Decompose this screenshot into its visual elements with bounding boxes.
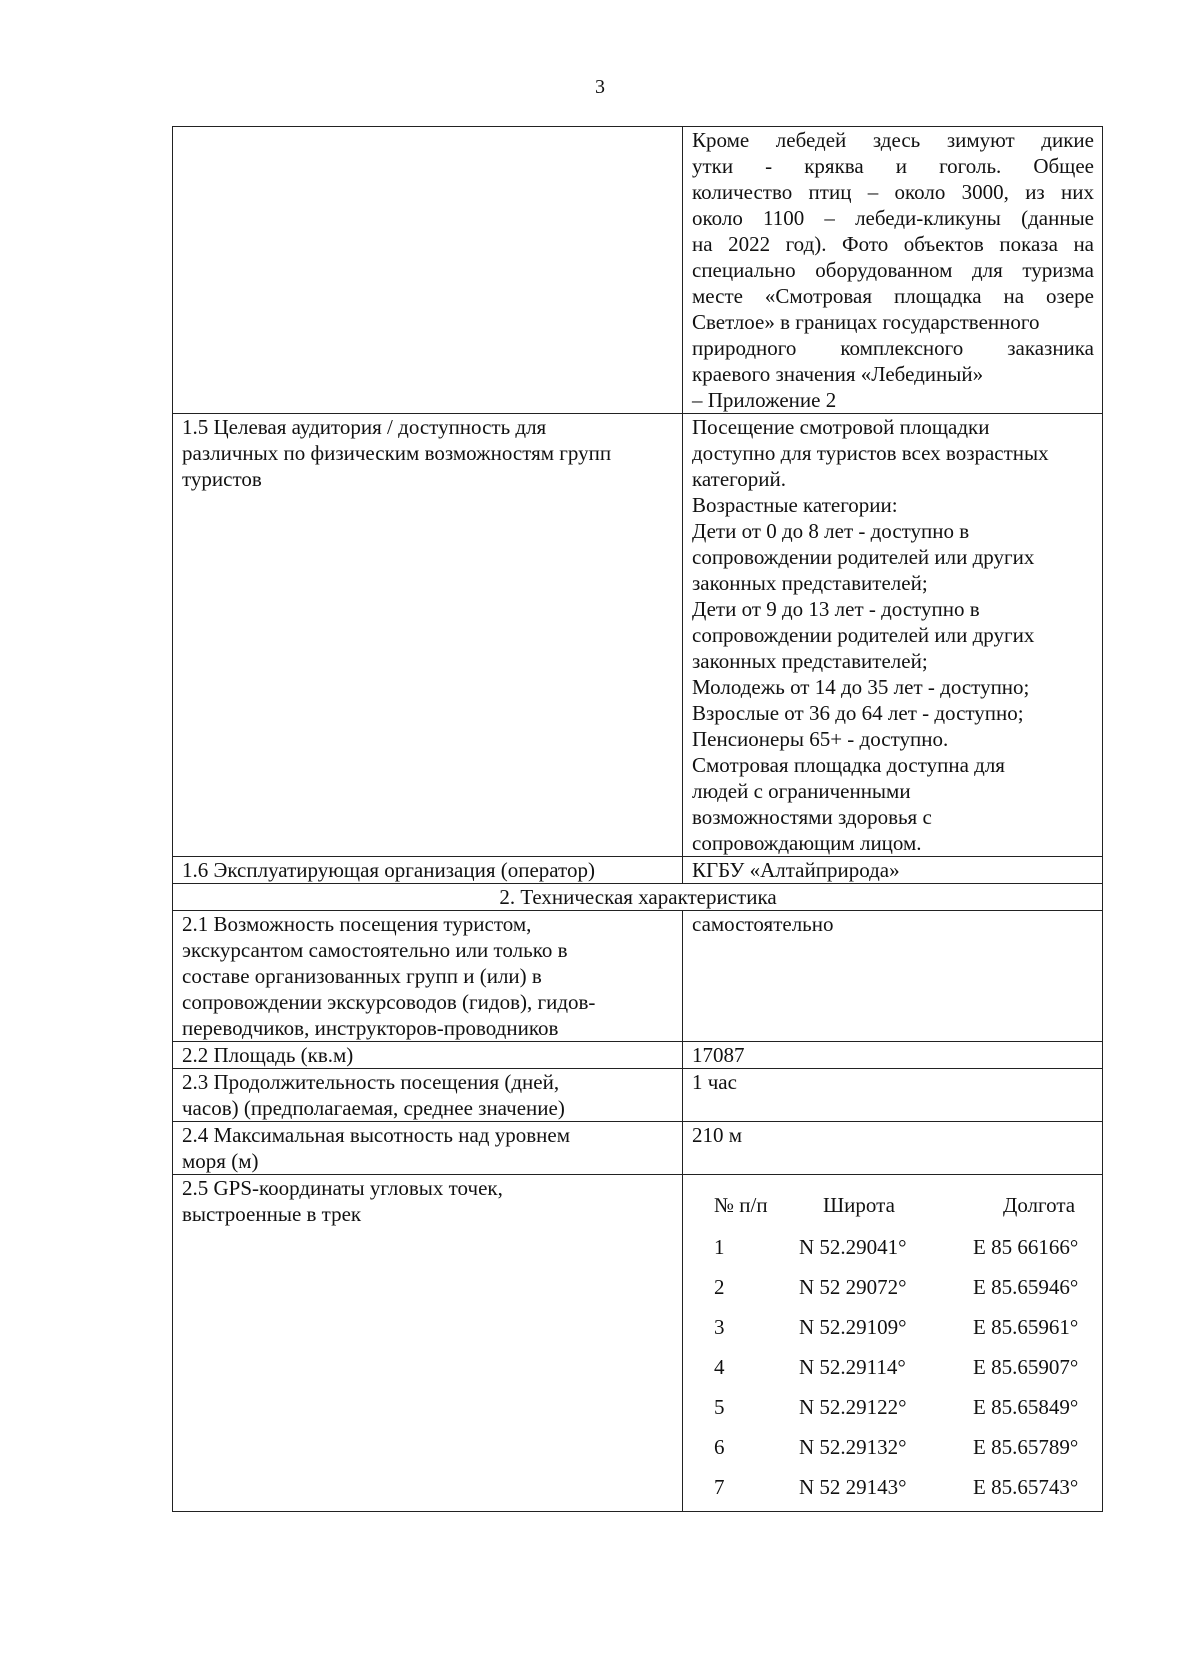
gps-row (692, 1267, 1094, 1307)
text-line: количество птиц – около 3000, из них (692, 180, 1094, 204)
text-line: на 2022 год). Фото объектов показа на (692, 232, 1094, 256)
text-line: месте «Смотровая площадка на озере (692, 284, 1094, 308)
row-2-3-value: 1 час (683, 1069, 1103, 1122)
text-line: сопровождающим лицом. (692, 831, 922, 855)
text-line: утки - кряква и гоголь. Общее (692, 154, 1094, 178)
table-row (173, 1042, 1103, 1069)
gps-row (692, 1467, 1094, 1507)
gps-point-number: 2 (714, 1275, 725, 1299)
row-2-4-label (173, 1122, 683, 1175)
row-1-4-left-cell (173, 127, 683, 414)
gps-longitude: E 85.65743° (973, 1475, 1079, 1499)
text-line: природного комплексного заказника (692, 336, 1094, 360)
text-line: категорий. (692, 467, 786, 491)
text-line: Молодежь от 14 до 35 лет - доступно; (692, 675, 1030, 699)
gps-row (692, 1347, 1094, 1387)
gps-latitude: N 52.29109° (799, 1315, 907, 1339)
table-row (173, 1175, 1103, 1512)
text-line: Посещение смотровой площадки (692, 415, 990, 439)
row-2-1-value: самостоятельно (683, 911, 1103, 1042)
text-line: различных по физическим возможностям групп (182, 441, 612, 465)
text-line: сопровождении родителей или других (692, 623, 1035, 647)
row-2-2-label: 2.2 Площадь (кв.м) (173, 1042, 683, 1069)
row-1-5-value (683, 414, 1103, 857)
row-2-1-label (173, 911, 683, 1042)
text-line: Взрослые от 36 до 64 лет - доступно; (692, 701, 1024, 725)
row-2-5-label (173, 1175, 683, 1512)
text-line: возможностями здоровья с (692, 805, 932, 829)
gps-point-number: 6 (714, 1435, 725, 1459)
gps-header-latitude: Широта (823, 1193, 895, 1217)
text-line: 2.4 Максимальная высотность над уровнем (182, 1123, 570, 1147)
text-line: – Приложение 2 (692, 388, 837, 412)
text-line: сопровождении родителей или других (692, 545, 1035, 569)
text-line: людей с ограниченными (692, 779, 911, 803)
gps-longitude: E 85.65961° (973, 1315, 1079, 1339)
text-line: Дети от 0 до 8 лет - доступно в (692, 519, 970, 543)
gps-row (692, 1227, 1094, 1267)
gps-longitude: E 85.65849° (973, 1395, 1079, 1419)
text-line: сопровождении экскурсоводов (гидов), гидов- (182, 990, 596, 1014)
gps-point-number: 1 (714, 1235, 725, 1259)
table-row (173, 127, 1103, 414)
gps-longitude: E 85.65907° (973, 1355, 1079, 1379)
gps-row (692, 1387, 1094, 1427)
table-row (173, 414, 1103, 857)
gps-point-number: 7 (714, 1475, 725, 1499)
gps-row (692, 1427, 1094, 1467)
table-row (173, 1122, 1103, 1175)
row-1-4-right-cell (683, 127, 1103, 414)
text-line: около 1100 – лебеди-кликуны (данные (692, 206, 1094, 230)
gps-header-number: № п/п (714, 1193, 768, 1217)
gps-coordinates-table (692, 1183, 1094, 1507)
gps-header-longitude: Долгота (1003, 1193, 1076, 1217)
gps-point-number: 4 (714, 1355, 725, 1379)
text-line: Кроме лебедей здесь зимуют дикие (692, 128, 1094, 152)
table-row (173, 884, 1103, 911)
text-line: Возрастные категории: (692, 493, 898, 517)
text-line: часов) (предполагаемая, среднее значение) (182, 1096, 565, 1120)
text-line: доступно для туристов всех возрастных (692, 441, 1049, 465)
text-line: составе организованных групп и (или) в (182, 964, 542, 988)
text-line: законных представителей; (692, 571, 928, 595)
row-1-5-label (173, 414, 683, 857)
text-line: переводчиков, инструкторов-проводников (182, 1016, 559, 1040)
gps-point-number: 5 (714, 1395, 725, 1419)
gps-latitude: N 52 29143° (799, 1475, 907, 1499)
gps-latitude: N 52 29072° (799, 1275, 907, 1299)
gps-longitude: E 85.65789° (973, 1435, 1079, 1459)
gps-latitude: N 52.29114° (799, 1355, 906, 1379)
gps-latitude: N 52.29132° (799, 1435, 907, 1459)
text-line: Дети от 9 до 13 лет - доступно в (692, 597, 980, 621)
gps-row (692, 1307, 1094, 1347)
row-1-6-label: 1.6 Эксплуатирующая организация (оператор) (173, 857, 683, 884)
table-row (173, 911, 1103, 1042)
gps-point-number: 3 (714, 1315, 725, 1339)
row-2-2-value: 17087 (683, 1042, 1103, 1069)
table-row (173, 1069, 1103, 1122)
section-heading: 2. Техническая характеристика (173, 884, 1103, 911)
text-line: 2.1 Возможность посещения туристом, (182, 912, 532, 936)
text-line: Смотровая площадка доступна для (692, 753, 1005, 777)
text-line: Светлое» в границах государственного (692, 310, 1040, 334)
text-line: моря (м) (182, 1149, 259, 1173)
text-line: 2.3 Продолжительность посещения (дней, (182, 1070, 560, 1094)
text-line: экскурсантом самостоятельно или только в (182, 938, 568, 962)
text-line: 2.5 GPS-координаты угловых точек, (182, 1176, 503, 1200)
text-line: выстроенные в трек (182, 1202, 362, 1226)
table-row (173, 857, 1103, 884)
row-2-4-value: 210 м (683, 1122, 1103, 1175)
page-number: 3 (595, 76, 605, 98)
row-2-3-label (173, 1069, 683, 1122)
text-line: законных представителей; (692, 649, 928, 673)
gps-header-row (692, 1183, 1094, 1227)
text-line: 1.5 Целевая аудитория / доступность для (182, 415, 547, 439)
row-2-5-value (683, 1175, 1103, 1512)
gps-latitude: N 52.29122° (799, 1395, 907, 1419)
gps-longitude: E 85 66166° (973, 1235, 1079, 1259)
text-line: краевого значения «Лебединый» (692, 362, 984, 386)
text-line: специально оборудованном для туризма (692, 258, 1094, 282)
gps-latitude: N 52.29041° (799, 1235, 907, 1259)
row-1-6-value: КГБУ «Алтайприрода» (683, 857, 1103, 884)
text-line: туристов (182, 467, 262, 491)
passport-table (172, 126, 1103, 1512)
gps-longitude: E 85.65946° (973, 1275, 1079, 1299)
text-line: Пенсионеры 65+ - доступно. (692, 727, 949, 751)
